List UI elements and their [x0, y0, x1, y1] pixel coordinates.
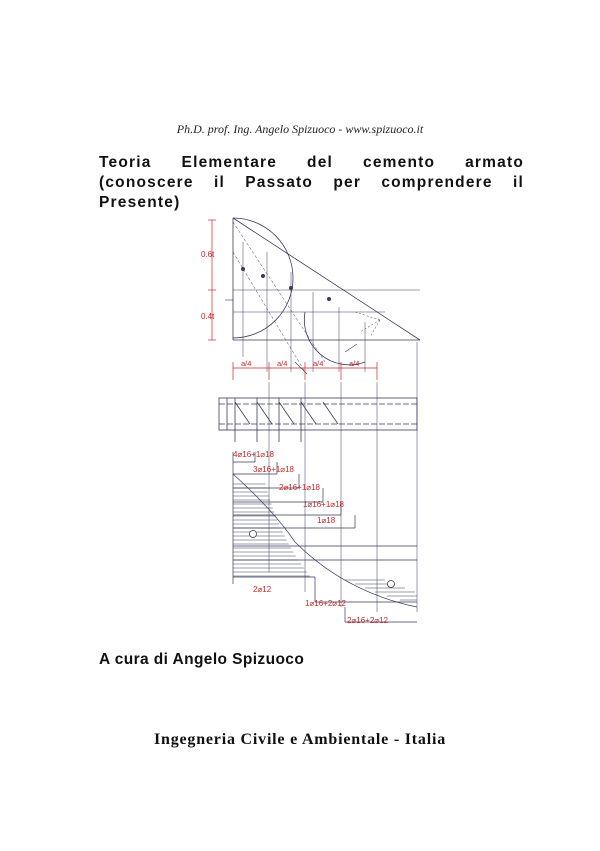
dim-label-a4-1: a/4	[241, 359, 252, 368]
rebar-label-2: 3⌀16+1⌀18	[253, 465, 294, 474]
author-header: Ph.D. prof. Ing. Angelo Spizuoco - www.spizuoco.it	[176, 122, 424, 136]
rebar-label-8: 2⌀16+2⌀12	[347, 616, 388, 625]
rebar-label-3: 2⌀16+1⌀18	[279, 483, 320, 492]
technical-drawing	[195, 212, 435, 632]
moment-diagram	[233, 452, 417, 622]
beam-elevation	[219, 398, 417, 442]
dim-label-a4-4: a/4	[349, 359, 360, 368]
dim-label-06t: 0.6t	[201, 250, 215, 259]
rebar-label-7: 1⌀16+2⌀12	[305, 599, 346, 608]
section-marker-left	[250, 531, 257, 538]
document-title: Teoria Elementare del cemento armato (conoscere il Passato per comprendere il Presente)	[99, 154, 524, 211]
dim-label-a4-2: a/4	[277, 359, 288, 368]
dim-label-04t: 0.4t	[201, 312, 215, 321]
vertical-dimensions	[208, 220, 216, 340]
rebar-labels	[233, 450, 389, 625]
rebar-label-1: 4⌀16+1⌀18	[233, 450, 274, 459]
projection-lines	[269, 342, 417, 612]
section-marker-right	[388, 581, 395, 588]
footer-affiliation: Ingegneria Civile e Ambientale - Italia	[153, 731, 447, 748]
dim-label-a4-3: a/4	[313, 359, 324, 368]
rebar-label-6: 2⌀12	[253, 585, 272, 594]
editor-credit: A cura di Angelo Spizuoco	[99, 651, 305, 668]
stress-diagram	[225, 218, 420, 374]
rebar-label-4: 1⌀16+1⌀18	[303, 500, 344, 509]
rebar-label-5: 1⌀18	[317, 516, 336, 525]
